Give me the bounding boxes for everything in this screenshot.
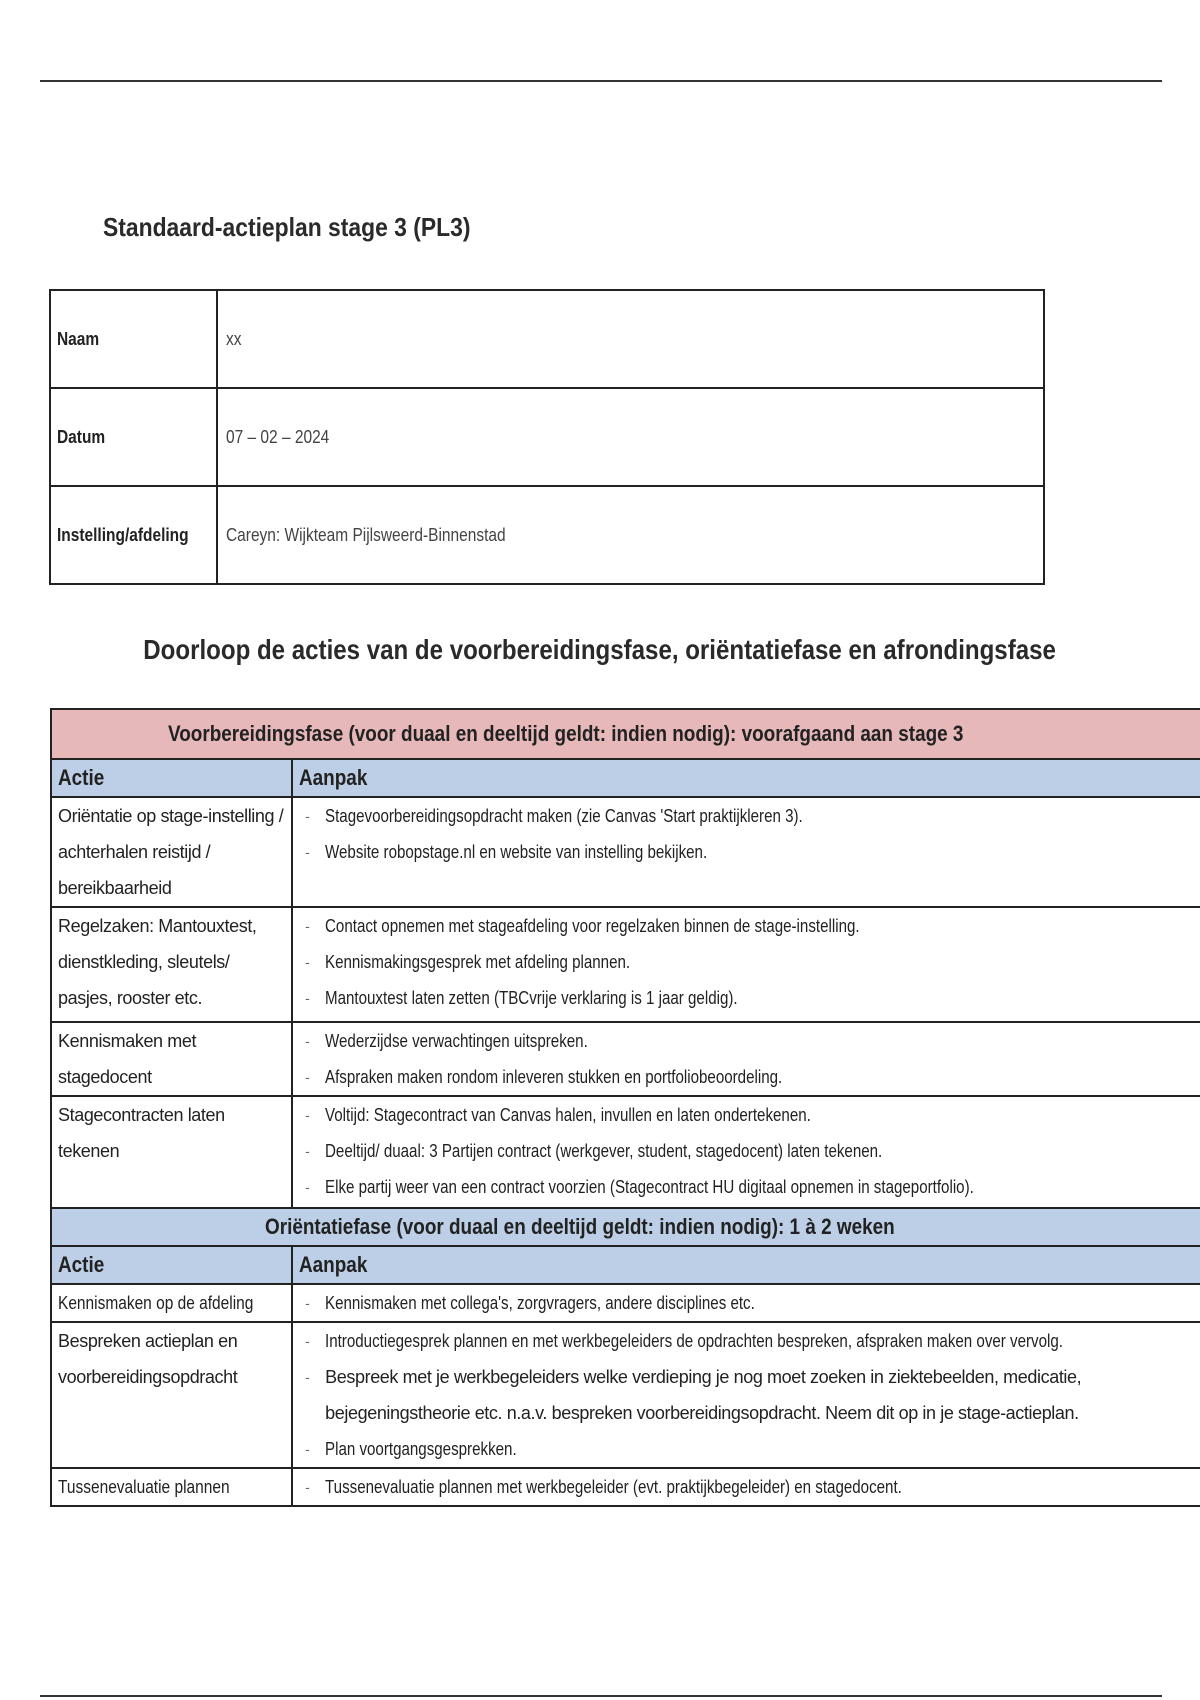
bottom-rule — [40, 1695, 1162, 1697]
column-header-actie: Actie — [51, 759, 292, 797]
approach-cell — [292, 797, 1200, 907]
list-item: - Kennismakingsgesprek met afdeling plannen. — [299, 944, 1200, 980]
table-row — [51, 907, 1200, 1022]
info-value: 07 – 02 – 2024 — [217, 388, 1044, 486]
table-row — [51, 1284, 1200, 1322]
section-heading: Doorloop de acties van de voorbereidingsfase, oriëntatiefase en afrondingsfase — [143, 634, 1057, 665]
top-rule — [40, 80, 1162, 82]
info-value: Careyn: Wijkteam Pijlsweerd-Binnenstad — [217, 486, 1044, 584]
list-item: - Afspraken maken rondom inleveren stukken en portfoliobeoordeling. — [299, 1059, 1200, 1095]
column-header-row — [51, 1246, 1200, 1284]
info-label: Naam — [50, 290, 217, 388]
phase-title: Oriëntatiefase (voor duaal en deeltijd geldt: indien nodig): 1 à 2 weken — [51, 1208, 1200, 1246]
column-header-actie: Actie — [51, 1246, 292, 1284]
info-row-naam — [50, 290, 1044, 388]
info-row-instelling — [50, 486, 1044, 584]
info-table — [49, 289, 1045, 585]
column-header-aanpak: Aanpak — [292, 1246, 1200, 1284]
info-row-datum — [50, 388, 1044, 486]
info-value: xx — [217, 290, 1044, 388]
list-item: - Wederzijdse verwachtingen uitspreken. — [299, 1023, 1200, 1059]
list-item: - Mantouxtest laten zetten (TBCvrije verklaring is 1 jaar geldig). — [299, 980, 1200, 1016]
action-cell: Oriëntatie op stage-instelling / achterhalen reistijd / bereikbaarheid — [51, 797, 292, 907]
column-header-aanpak: Aanpak — [292, 759, 1200, 797]
action-cell: Regelzaken: Mantouxtest, dienstkleding, sleutels/ pasjes, rooster etc. — [51, 907, 292, 1022]
column-header-row — [51, 759, 1200, 797]
action-plan-table — [50, 708, 1200, 1507]
info-label: Instelling/afdeling — [50, 486, 217, 584]
table-row — [51, 1096, 1200, 1208]
approach-cell — [292, 907, 1200, 1022]
list-item: - Bespreek met je werkbegeleiders welke verdieping je nog moet zoeken in ziektebeelden, medicatie, bejegeningstheorie etc. n.a.v. bespreken voorbereidingsopdracht. Neem dit op in je stage-actieplan. — [299, 1359, 1200, 1431]
approach-cell — [292, 1322, 1200, 1468]
list-item: - Stagevoorbereidingsopdracht maken (zie Canvas 'Start praktijkleren 3). — [299, 798, 1200, 834]
approach-cell — [292, 1468, 1200, 1506]
action-cell: Stagecontracten laten tekenen — [51, 1096, 292, 1208]
list-item: - Introductiegesprek plannen en met werkbegeleiders de opdrachten bespreken, afspraken maken over vervolg. — [299, 1323, 1200, 1359]
approach-cell — [292, 1284, 1200, 1322]
phase-header-orientatie — [51, 1208, 1200, 1246]
list-item: - Tussenevaluatie plannen met werkbegeleider (evt. praktijkbegeleider) en stagedocent. — [299, 1469, 1200, 1505]
list-item: - Deeltijd/ duaal: 3 Partijen contract (werkgever, student, stagedocent) laten tekenen. — [299, 1133, 1200, 1169]
document-title: Standaard-actieplan stage 3 (PL3) — [103, 212, 471, 242]
list-item: - Contact opnemen met stageafdeling voor regelzaken binnen de stage-instelling. — [299, 908, 1200, 944]
action-cell: Kennismaken op de afdeling — [51, 1284, 292, 1322]
action-cell: Bespreken actieplan en voorbereidingsopdracht — [51, 1322, 292, 1468]
table-row — [51, 797, 1200, 907]
table-row — [51, 1322, 1200, 1468]
list-item: - Voltijd: Stagecontract van Canvas halen, invullen en laten ondertekenen. — [299, 1097, 1200, 1133]
list-item: - Plan voortgangsgesprekken. — [299, 1431, 1200, 1467]
list-item: - Website robopstage.nl en website van instelling bekijken. — [299, 834, 1200, 870]
info-label: Datum — [50, 388, 217, 486]
table-row — [51, 1022, 1200, 1096]
phase-header-voorbereiding — [51, 709, 1200, 759]
list-item: - Kennismaken met collega's, zorgvragers, andere disciplines etc. — [299, 1285, 1200, 1321]
approach-cell — [292, 1096, 1200, 1208]
list-item: - Elke partij weer van een contract voorzien (Stagecontract HU digitaal opnemen in stageportfolio). — [299, 1169, 1200, 1205]
action-cell: Tussenevaluatie plannen — [51, 1468, 292, 1506]
phase-title: Voorbereidingsfase (voor duaal en deeltijd geldt: indien nodig): voorafgaand aan stage 3 — [51, 709, 1200, 759]
table-row — [51, 1468, 1200, 1506]
action-cell: Kennismaken met stagedocent — [51, 1022, 292, 1096]
approach-cell — [292, 1022, 1200, 1096]
